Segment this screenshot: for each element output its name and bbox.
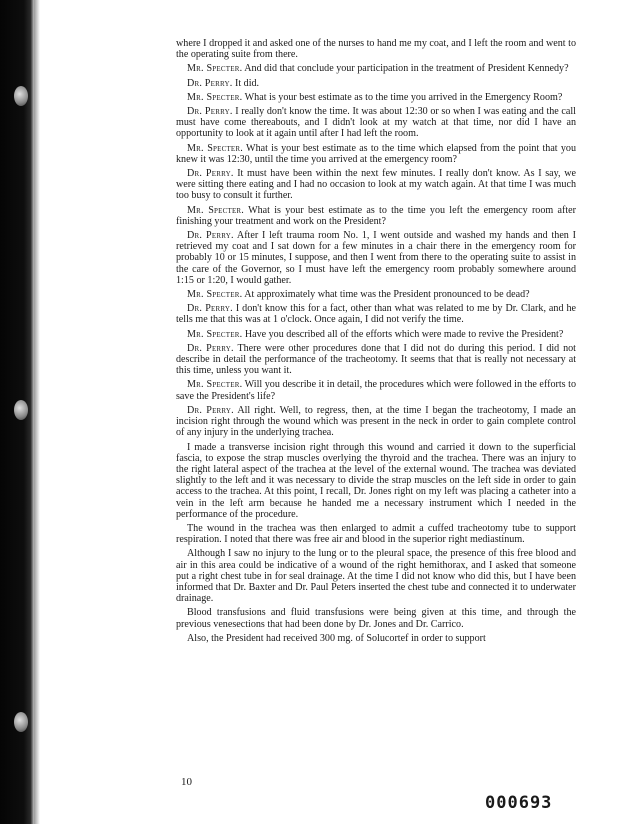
paragraph — [176, 405, 576, 439]
paragraph-text: There were other procedures done that I did not do during this period. I did not describe in detail the performance of the tracheotomy. It seems that that is really not necessary at this time, unless you want it. — [176, 342, 576, 377]
scan-edge-shadow — [34, 0, 40, 824]
paragraph-text: Although I saw no injury to the lung or to the pleural space, the presence of this free blood and air in this area could be indicative of a wound of the right hemithorax, and I asked that someone put a right chest tube in for seal drainage. At the time I did not know who did this, but I have been informed that Dr. Baxter and Dr. Paul Peters inserted the chest tube and connected it to underwater drainage. — [176, 548, 576, 605]
paragraph — [176, 230, 576, 286]
paragraph-text: What is your best estimate as to the time which elapsed from the point that you knew it was 12:30, until the time you arrived at the emergency room? — [176, 142, 576, 165]
paragraph — [176, 442, 576, 520]
speaker-label: Mr. Specter. — [187, 91, 243, 103]
paragraph — [176, 106, 576, 140]
testimony-text — [176, 38, 576, 647]
speaker-label: Dr. Perry. — [187, 342, 234, 354]
paragraph-text: It did. — [232, 77, 260, 89]
paragraph-text: Have you described all of the efforts which were made to revive the President? — [242, 328, 564, 340]
paragraph-text: I don't know this for a fact, other than what was related to me by Dr. Clark, and he tells me that this was at 1 o'clock. Once again, I did not verify the time. — [176, 303, 576, 326]
paragraph-text: The wound in the trachea was then enlarged to admit a cuffed tracheotomy tube to support respiration. I noted that there was free air and blood in the superior right mediastinum. — [176, 522, 576, 546]
punch-hole — [14, 86, 28, 106]
speaker-label: Mr. Specter. — [187, 204, 245, 216]
speaker-label: Mr. Specter. — [187, 142, 243, 154]
paragraph — [176, 143, 576, 165]
paragraph — [176, 523, 576, 545]
paragraph — [176, 633, 576, 644]
speaker-label: Dr. Perry. — [187, 404, 234, 416]
paragraph — [176, 92, 576, 103]
speaker-label: Dr. Perry. — [187, 106, 233, 118]
paragraph-text: I made a transverse incision right through this wound and carried it down to the superficial fascia, to expose the strap muscles overlying the thyroid and the trachea. There was an injury to the right lateral aspect of the trachea at the level of the external wound. The trachea was deviated slightly to the left and it was necessary to divide the strap muscles on the left side in order to gain access to the trachea. At this point, I recall, Dr. Jones right on my left was placing a catheter into a vein in the left arm because he handed me a necessary instrument which I needed in the performance of the procedure. — [176, 441, 576, 520]
paragraph — [176, 548, 576, 604]
paragraph — [176, 303, 576, 325]
paragraph — [176, 63, 576, 74]
punch-hole — [14, 712, 28, 732]
paragraph — [176, 607, 576, 629]
paragraph-text: All right. Well, to regress, then, at the time I began the tracheotomy, I made an incision right through the wound which was present in the neck in order to gain complete control of any injury in the underlying trachea. — [176, 404, 576, 439]
speaker-label: Dr. Perry. — [187, 230, 234, 242]
speaker-label: Dr. Perry. — [187, 77, 233, 89]
speaker-label: Mr. Specter. — [187, 328, 243, 340]
paragraph-text: At approximately what time was the President pronounced to be dead? — [242, 289, 530, 301]
speaker-label: Dr. Perry. — [187, 303, 233, 315]
paragraph-text: Will you describe it in detail, the procedures which were followed in the efforts to save the President's life? — [176, 379, 576, 402]
paragraph-text: And did that conclude your participation in the treatment of President Kennedy? — [242, 63, 569, 75]
paragraph — [176, 78, 576, 89]
paragraph-text: What is your best estimate as to the time you arrived in the Emergency Room? — [242, 91, 563, 103]
speaker-label: Dr. Perry. — [187, 168, 234, 180]
paragraph — [176, 379, 576, 401]
paragraph — [176, 343, 576, 377]
paragraph — [176, 289, 576, 300]
paragraph-text: Also, the President had received 300 mg. of Solucortef in order to support — [187, 632, 486, 644]
paragraph-text: After I left trauma room No. 1, I went outside and washed my hands and then I retrieved my coat and I sat down for a few minutes in a chair there in the emergency room for probably 10 or 15 minutes, I suppose, and then I went from there to the operating suite to assist in the care of the Governor, so I must have left the emergency room probably somewhere around 1:15 or 1:20, I would gather. — [176, 230, 576, 286]
paragraph — [176, 38, 576, 60]
paragraph — [176, 329, 576, 340]
speaker-label: Mr. Specter. — [187, 289, 243, 301]
document-number-stamp: 000693 — [485, 793, 553, 813]
speaker-label: Mr. Specter. — [187, 379, 243, 391]
paragraph-text: It must have been within the next few minutes. I really don't know. As I say, we were sitting there eating and I had no occasion to look at my watch again. At that time I was much too busy to consult it further. — [176, 168, 576, 202]
paragraph — [176, 168, 576, 202]
speaker-label: Mr. Specter. — [187, 63, 243, 75]
punch-hole — [14, 400, 28, 420]
paragraph-text: I really don't know the time. It was about 12:30 or so when I was eating and the call must have come thereabouts, and I didn't look at my watch at that time, nor did I have an opportunity to look at it again until after I had left the room. — [176, 106, 576, 140]
paragraph-text: Blood transfusions and fluid transfusions were being given at this time, and through the previous venesections that had been done by Dr. Jones and Dr. Carrico. — [176, 607, 576, 630]
paragraph — [176, 205, 576, 227]
page-number: 10 — [181, 776, 192, 788]
paragraph-text: where I dropped it and asked one of the nurses to hand me my coat, and I left the room and went to the operating suite from there. — [176, 38, 576, 61]
paragraph-text: What is your best estimate as to the time you left the emergency room after finishing your treatment and work on the President? — [176, 204, 576, 227]
